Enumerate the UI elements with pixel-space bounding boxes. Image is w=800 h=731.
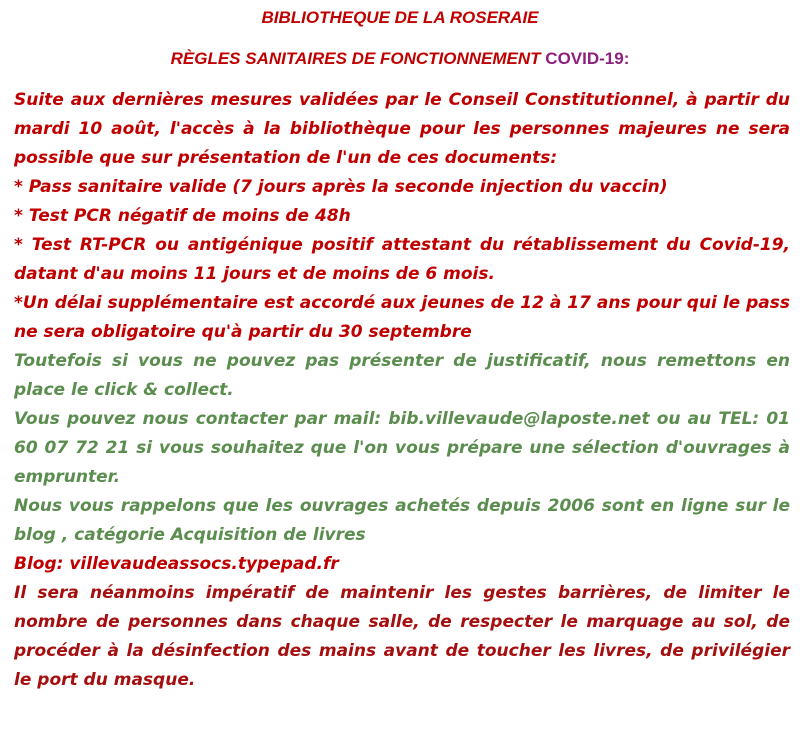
requirement-item-rtpcr: * Test RT-PCR ou antigénique positif attestant du rétablissement du Covid-19, datant d'au moins 11 jours et de moins de 6 mois. [14, 235, 790, 284]
library-title: BIBLIOTHEQUE DE LA ROSERAIE [261, 8, 539, 27]
requirement-item-pcr: * Test PCR négatif de moins de 48h [14, 206, 351, 226]
blog-link[interactable]: Blog: villevaudeassocs.typepad.fr [14, 554, 339, 574]
click-collect-paragraph: Toutefois si vous ne pouvez pas présenter de justificatif, nous remettons en place le click & collect. [14, 351, 790, 400]
barriers-paragraph: Il sera néanmoins impératif de maintenir les gestes barrières, de limiter le nombre de personnes dans chaque salle, de respecter le marquage au sol, de procéder à la désinfection des mains avant de toucher les livres, de privilégier le port du masque. [14, 583, 790, 690]
notice-body [14, 86, 790, 695]
intro-paragraph: Suite aux dernières mesures validées par le Conseil Constitutionnel, à partir du mardi 10 août, l'accès à la bibliothèque pour les personnes majeures ne sera possible que sur présentation de l'un de ces documents: [14, 90, 790, 168]
requirement-item-youth: *Un délai supplémentaire est accordé aux jeunes de 12 à 17 ans pour qui le pass ne sera obligatoire qu'à partir du 30 septembre [14, 293, 790, 342]
rules-title [0, 48, 800, 70]
rules-title-text: RÈGLES SANITAIRES DE FONCTIONNEMENT [170, 49, 541, 68]
contact-paragraph: Vous pouvez nous contacter par mail: bib.villevaude@laposte.net ou au TEL: 01 60 07 72 21 si vous souhaitez que l'on vous prépare une sélection d'ouvrages à emprunter. [14, 409, 790, 487]
requirement-item-pass: * Pass sanitaire valide (7 jours après la seconde injection du vaccin) [14, 177, 668, 197]
blog-info-paragraph: Nous vous rappelons que les ouvrages achetés depuis 2006 sont en ligne sur le blog , catégorie Acquisition de livres [14, 496, 790, 545]
covid-label: COVID-19: [545, 49, 630, 68]
